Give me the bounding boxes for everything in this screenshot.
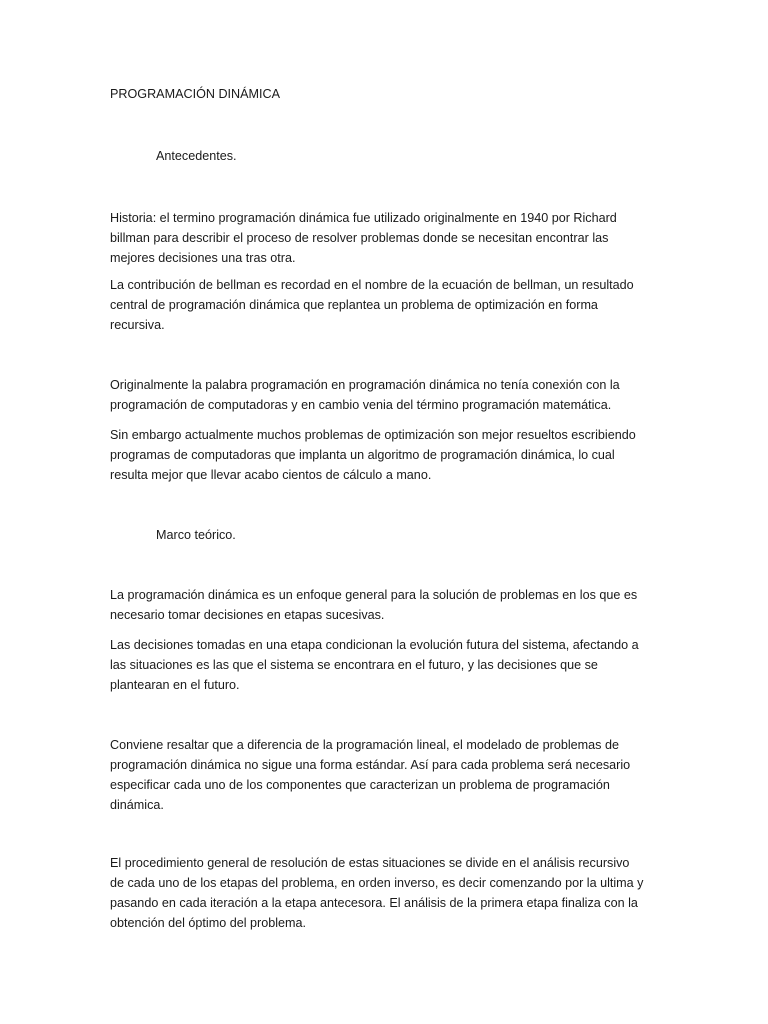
paragraph-sin-embargo: [110, 425, 670, 485]
paragraph-line: Las decisiones tomadas en una etapa condicionan la evolución futura del sistema, afectando a: [110, 638, 639, 652]
section-heading-marco-teorico: Marco teórico.: [156, 528, 236, 542]
paragraph-line: programas de computadoras que implanta un algoritmo de programación dinámica, lo cual: [110, 448, 615, 462]
paragraph-line: programación dinámica no sigue una forma estándar. Así para cada problema será necesario: [110, 758, 631, 772]
paragraph-contribucion: [110, 275, 670, 335]
paragraph-line: Originalmente la palabra programación en programación dinámica no tenía conexión con la: [110, 378, 620, 392]
paragraph-line: de cada uno de los etapas del problema, en orden inverso, es decir comenzando por la ultima y: [110, 876, 644, 890]
paragraph-line: dinámica.: [110, 798, 164, 812]
paragraph-line: resulta mejor que llevar acabo cientos de cálculo a mano.: [110, 468, 432, 482]
paragraph-line: especificar cada uno de los componentes que caracterizan un problema de programación: [110, 778, 610, 792]
paragraph-enfoque: [110, 585, 670, 625]
paragraph-line: Sin embargo actualmente muchos problemas de optimización son mejor resueltos escribiendo: [110, 428, 636, 442]
document-title: PROGRAMACIÓN DINÁMICA: [110, 87, 281, 101]
paragraph-line: plantearan en el futuro.: [110, 678, 240, 692]
paragraph-line: pasando en cada iteración a la etapa antecesora. El análisis de la primera etapa finaliza con la: [110, 896, 638, 910]
paragraph-line: recursiva.: [110, 318, 165, 332]
paragraph-conviene: [110, 735, 670, 815]
paragraph-line: La contribución de bellman es recordad en el nombre de la ecuación de bellman, un resultado: [110, 278, 634, 292]
paragraph-historia: [110, 208, 670, 268]
paragraph-line: El procedimiento general de resolución de estas situaciones se divide en el análisis recursivo: [110, 856, 630, 870]
section-heading-antecedentes: Antecedentes.: [156, 149, 237, 163]
paragraph-line: central de programación dinámica que replantea un problema de optimización en forma: [110, 298, 598, 312]
paragraph-line: obtención del óptimo del problema.: [110, 916, 307, 930]
paragraph-line: billman para describir el proceso de resolver problemas donde se necesitan encontrar las: [110, 231, 609, 245]
paragraph-line: mejores decisiones una tras otra.: [110, 251, 296, 265]
paragraph-originalmente: [110, 375, 670, 415]
paragraph-line: La programación dinámica es un enfoque general para la solución de problemas en los que es: [110, 588, 638, 602]
paragraph-line: Conviene resaltar que a diferencia de la programación lineal, el modelado de problemas de: [110, 738, 619, 752]
paragraph-line: las situaciones es las que el sistema se encontrara en el futuro, y las decisiones que se: [110, 658, 598, 672]
paragraph-line: necesario tomar decisiones en etapas sucesivas.: [110, 608, 385, 622]
paragraph-line: Historia: el termino programación dinámica fue utilizado originalmente en 1940 por Richard: [110, 211, 617, 225]
paragraph-line: programación de computadoras y en cambio venia del término programación matemática.: [110, 398, 612, 412]
paragraph-procedimiento: [110, 853, 670, 933]
paragraph-decisiones: [110, 635, 670, 695]
